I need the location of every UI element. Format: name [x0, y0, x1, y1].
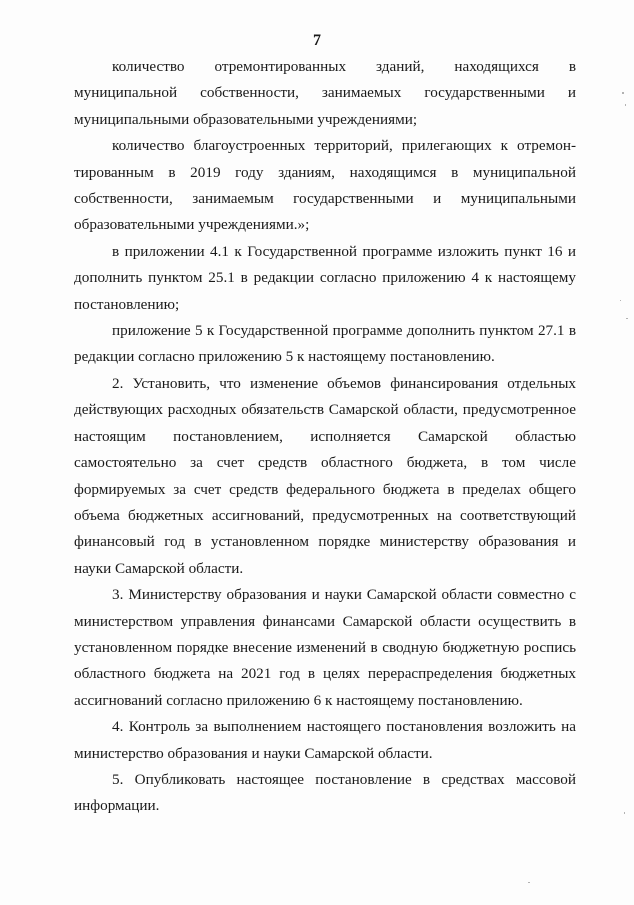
paragraph-item-4-control: 4. Контроль за выполнением настоящего постановления возложить на министерство образования и науки Самарской области.: [74, 718, 576, 762]
paragraph-repaired-buildings-count: количество отремонтированных зданий, находящихся в муниципальной собственности, занимаемых государственными и муниципальными образовательными учреждениями;: [74, 58, 576, 128]
paragraph-item-2-financing: 2. Установить, что изменение объемов финансирования отдельных действующих расходных обязательств Самарской области, предусмотренное настоящим постановлением, исполняется Самарской областью самостоятельно за счет средств областного бюджета, в том числе формируемых за счет средств федерального бюджета в пределах общего объема бюджетных ассигнований, предусмотренных на соответствующий финансовый год в установленном порядке министерству образования и науки Самарской области.: [74, 374, 576, 577]
paragraph-appendix-4-1: в приложении 4.1 к Государственной программе изложить пункт 16 и дополнить пунктом 25.1 в редакции согласно приложению 4 к настоящему постановлению;: [74, 242, 576, 313]
document-body: [74, 54, 576, 820]
paragraph-appendix-5: приложение 5 к Государственной программе дополнить пунктом 27.1 в редакции согласно приложению 5 к настоящему постановлению.: [74, 322, 576, 366]
scan-speck: [620, 300, 621, 301]
scan-speck: [624, 812, 625, 814]
paragraph-item-3-ministry: 3. Министерству образования и науки Самарской области совместно с министерством управления финансами Самарской области осуществить в установленном порядке внесение изменений в сводную бюджетную роспись областного бюджета на 2021 год в целях перераспределения бюджетных ассигнований согласно приложению 6 к настоящему постановлению.: [74, 586, 576, 709]
page-number: 7: [313, 32, 321, 49]
scan-speck: [625, 104, 626, 106]
scan-speck: [528, 882, 530, 883]
paragraph-item-5-publish: 5. Опубликовать настоящее постановление в средствах массовой информации.: [74, 770, 576, 815]
scan-speck: [626, 318, 628, 319]
scan-speck: [622, 92, 624, 94]
paragraph-improved-territories-count: количество благоустроенных территорий, прилегающих к отремон-тированным в 2019 году зданиям, находящимся в муниципальной собственности, занимаемым государственными и муниципальными образовательными учреждениями.»;: [74, 137, 576, 234]
